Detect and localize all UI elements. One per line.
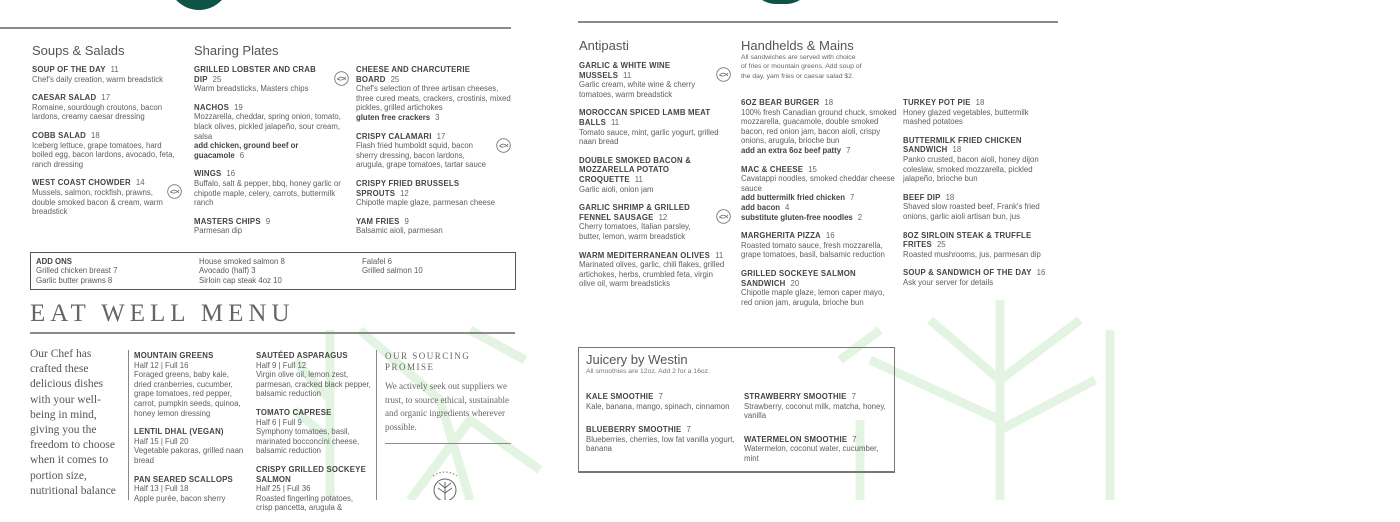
item-name-line	[32, 65, 182, 75]
item-description: Foraged greens, baby kale, dried cranberries, cucumber, grape tomatoes, red pepper, carrot, pumpkin seeds, quinoa, honey lemon dressing	[134, 370, 241, 418]
item-description: Buffalo, salt & pepper, bbq, honey garlic or chipotle maple, celery, carrots, buttermilk ranch	[194, 178, 341, 208]
item-name: SOUP OF THE DAY	[32, 65, 106, 74]
item-name: SOUP & SANDWICH OF THE DAY	[903, 268, 1032, 278]
menu-item	[356, 179, 511, 208]
item-name-line	[356, 65, 511, 84]
item-name: MAC & CHEESE	[741, 164, 804, 174]
add-on-item: Avocado (half) 3	[199, 266, 256, 276]
add-on-price: 7	[846, 145, 851, 155]
divider	[0, 27, 511, 29]
sustainable-seafood-icon	[496, 138, 511, 153]
antipasti-column	[579, 61, 731, 298]
item-name-line	[32, 178, 164, 188]
item-name: MASTERS CHIPS	[194, 216, 261, 226]
item-add-on	[194, 141, 349, 160]
item-name-line	[741, 269, 897, 288]
item-description: Watermelon, coconut water, cucumber, mint	[744, 444, 879, 463]
item-portions: Half 15 | Full 20	[134, 436, 189, 446]
item-portions: Half 12 | Full 16	[134, 360, 189, 370]
menu-item	[32, 93, 182, 122]
item-name: CRISPY CALAMARI	[356, 131, 432, 141]
divider	[376, 350, 377, 500]
item-portions: Half 6 | Full 9	[256, 417, 302, 427]
item-price: 19	[234, 102, 243, 112]
item-description: Marinated olives, garlic, chili flakes, grilled artichokes, herbs, crumbled feta, virgin olive oil, warm breadsticks	[579, 260, 725, 289]
item-name: MOROCCAN SPICED LAMB MEAT BALLS	[579, 108, 711, 127]
add-on-price: 6	[239, 150, 245, 160]
item-description: Parmesan dip	[194, 226, 243, 236]
menu-item	[903, 268, 1058, 287]
divider	[385, 443, 511, 444]
item-description: Strawberry, coconut milk, matcha, honey, vanilla	[744, 401, 886, 421]
menu-item	[256, 351, 371, 399]
item-price: 16	[825, 231, 835, 241]
juicery-box	[578, 347, 895, 473]
item-name: YAM FRIES	[356, 216, 400, 226]
add-on-label: add an extra 6oz beef patty	[741, 145, 842, 155]
item-name: LENTIL DHAL (VEGAN)	[134, 427, 224, 437]
sustainable-seafood-icon	[716, 67, 731, 82]
item-portions: Half 25 | Full 36	[256, 484, 311, 494]
item-name-line	[32, 93, 182, 103]
menu-item	[194, 169, 349, 207]
item-name: BUTTERMILK FRIED CHICKEN SANDWICH	[903, 135, 1022, 155]
item-name: CAESAR SALAD	[32, 93, 97, 103]
sustainable-seafood-icon	[716, 209, 731, 224]
item-name: WATERMELON SMOOTHIE	[744, 434, 848, 444]
item-name: GRILLED LOBSTER AND CRAB DIP	[194, 65, 316, 84]
juicery-note: All smoothies are 12oz. Add 2 for a 16oz.	[586, 368, 710, 375]
menu-item	[903, 193, 1058, 222]
menu-item	[586, 392, 736, 411]
sourcing-title: OUR SOURCING PROMISE	[385, 351, 471, 372]
item-name-line	[134, 427, 246, 437]
menu-item	[741, 231, 897, 260]
item-description: Chef's daily creation, warm breadstick	[32, 74, 164, 84]
handhelds-column-2	[903, 98, 1058, 297]
item-name-line	[194, 217, 349, 227]
add-ons-title: ADD ONS	[36, 257, 72, 266]
add-on-price: 2	[857, 212, 863, 222]
eat-well-title: EAT WELL MENU	[30, 300, 295, 327]
add-on-item: Falafel 6	[362, 257, 392, 266]
juicery-column-1	[586, 392, 736, 468]
add-on-item: Sirloin cap steak 4oz 10	[199, 275, 282, 285]
add-on-label: add chicken, ground beef or guacamole	[194, 141, 299, 160]
item-name: GARLIC & WHITE WINE MUSSELS	[579, 61, 671, 80]
add-on-item: Garlic butter prawns 8	[36, 275, 113, 285]
menu-item	[579, 108, 731, 146]
item-name-line	[194, 103, 349, 113]
item-price: 14	[135, 178, 145, 188]
item-description: Virgin olive oil, lemon zest, parmesan, cracked black pepper, balsamic reduction	[256, 370, 371, 399]
item-description: Garlic cream, white wine & cherry tomatoes, warm breadstick	[579, 80, 696, 99]
item-price: 11	[715, 250, 724, 260]
item-add-on	[741, 203, 897, 213]
item-name: STRAWBERRY SMOOTHIE	[744, 392, 847, 401]
item-description: Cherry tomatoes, Italian parsley, butter, lemon, warm breadstick	[579, 222, 691, 241]
item-price: 20	[790, 278, 800, 288]
item-description: Roasted mushrooms, jus, parmesan dip	[903, 249, 1041, 259]
item-price: 16	[1036, 268, 1046, 278]
section-title-handhelds: Handhelds & Mains	[741, 38, 854, 53]
item-description: Roasted fingerling potatoes, crisp pancetta, arugula &	[256, 493, 354, 513]
item-name: DOUBLE SMOKED BACON & MOZZARELLA POTATO CROQUETTE	[579, 155, 692, 184]
item-name: PAN SEARED SCALLOPS	[134, 474, 233, 484]
menu-item	[134, 351, 246, 418]
add-on-price: 3	[435, 112, 440, 122]
item-description: Mozzarella, cheddar, spring onion, tomato, black olives, pickled jalapeño, sour cream, salsa	[194, 112, 341, 141]
item-price: 18	[90, 130, 100, 140]
menu-item	[32, 178, 182, 216]
item-name-line	[903, 136, 1058, 155]
item-price: 12	[400, 188, 409, 198]
item-name-line	[579, 61, 713, 80]
item-name-line	[741, 231, 897, 241]
item-price: 11	[623, 70, 632, 80]
item-add-on	[741, 213, 897, 223]
menu-item	[134, 427, 246, 465]
item-name-line	[741, 98, 897, 108]
item-description: Chef's selection of three artisan cheeses, three cured meats, crackers, crostinis, mixed pickles, grilled artichokes	[356, 84, 511, 113]
add-on-item: Grilled salmon 10	[362, 266, 423, 276]
add-ons-box	[30, 252, 516, 290]
item-description: Iceberg lettuce, grape tomatoes, hard boiled egg, bacon lardons, avocado, feta, ranch dressing	[32, 140, 175, 169]
menu-item	[744, 392, 894, 421]
item-description: Apple purée, bacon sherry	[134, 493, 226, 503]
menu-item	[134, 475, 246, 504]
item-add-on	[356, 113, 511, 123]
item-name-line	[586, 425, 736, 435]
item-price: 7	[658, 392, 663, 401]
handhelds-column-1	[741, 98, 897, 316]
item-description: Kale, banana, mango, spinach, cinnamon	[586, 401, 730, 411]
item-name-line	[32, 131, 182, 141]
item-price: 25	[212, 74, 222, 84]
add-on-label: gluten free crackers	[356, 112, 431, 122]
menu-item	[356, 132, 511, 170]
menu-item	[744, 435, 894, 464]
item-name-line	[256, 408, 371, 418]
item-name-line	[903, 193, 1058, 203]
sustainable-seafood-icon	[167, 184, 182, 199]
item-description: Panko crusted, bacon aioli, honey dijon coleslaw, smoked mozzarella, pickled jalapeño, brioche bun	[903, 154, 1039, 184]
item-name-line	[356, 217, 511, 227]
menu-item	[32, 65, 182, 84]
eat-well-column-2	[256, 351, 371, 522]
eat-well-logo	[425, 466, 465, 500]
item-name-line	[903, 98, 1058, 108]
item-name-line	[903, 231, 1058, 250]
item-name: CHEESE AND CHARCUTERIE BOARD	[356, 65, 471, 84]
item-description: Garlic aioli, onion jam	[579, 184, 654, 194]
item-portions: Half 13 | Full 18	[134, 484, 189, 494]
sharing-column-2	[356, 65, 511, 245]
item-description: Ask your server for details	[903, 277, 994, 287]
section-title-sharing: Sharing Plates	[194, 43, 279, 58]
item-description: Honey glazed vegetables, buttermilk mashed potatoes	[903, 107, 1029, 127]
menu-item	[903, 98, 1058, 127]
menu-item	[903, 231, 1058, 260]
item-name: 6OZ BEAR BURGER	[741, 98, 820, 107]
item-description: Chipotle maple glaze, lemon caper mayo, red onion jam, arugula, brioche bun	[741, 288, 885, 307]
sharing-column-1	[194, 65, 349, 245]
item-description: Shaved slow roasted beef, Frank's fried onions, garlic aioli artisan bun, jus	[903, 202, 1040, 221]
item-name: GARLIC SHRIMP & GRILLED FENNEL SAUSAGE	[579, 203, 691, 222]
item-price: 18	[975, 98, 985, 107]
item-name-line	[194, 169, 349, 179]
menu-item	[586, 425, 736, 454]
menu-item	[579, 203, 731, 241]
item-price: 7	[686, 425, 691, 435]
juicery-column-2	[744, 392, 894, 478]
item-name-line	[903, 268, 1058, 278]
divider	[578, 21, 1058, 23]
item-name: CRISPY GRILLED SOCKEYE SALMON	[256, 464, 366, 484]
handhelds-note: All sandwiches are served with choice of fries or mountain greens. Add soup of the day, yam fries or caesar salad $2.	[741, 54, 862, 80]
item-name: BLUEBERRY SMOOTHIE	[586, 425, 682, 435]
item-name-line	[579, 203, 713, 222]
item-price: 12	[658, 212, 668, 222]
item-add-on	[741, 146, 897, 156]
item-add-on	[741, 193, 897, 203]
menu-item	[194, 65, 349, 94]
item-name-line	[134, 475, 246, 485]
item-description: Chipotle maple glaze, parmesan cheese	[356, 198, 496, 208]
item-name: WARM MEDITERRANEAN OLIVES	[579, 250, 711, 260]
eat-well-intro: Our Chef has crafted these delicious dishes with your well-being in mind, giving you the freedom to choose when it comes to portion size, nutritional balance	[30, 348, 116, 497]
item-name: BEEF DIP	[903, 192, 941, 202]
add-on-label: substitute gluten-free noodles	[741, 212, 853, 222]
sourcing-text: We actively seek out suppliers we trust, to source ethical, sustainable and organic ingredients wherever possible.	[385, 381, 509, 432]
item-name-line	[744, 392, 894, 402]
item-name: SAUTÉED ASPARAGUS	[256, 351, 348, 360]
divider	[30, 332, 515, 334]
item-name: TOMATO CAPRESE	[256, 407, 332, 417]
item-price: 25	[936, 240, 946, 250]
item-name-line	[134, 351, 246, 361]
item-name-line	[256, 351, 371, 361]
item-name-line	[744, 435, 894, 445]
item-description: 100% fresh Canadian ground chuck, smoked mozzarella, guacamole, double smoked bacon, red onion jam, bacon aioli, crispy onions, arugula, brioche bun	[741, 107, 897, 146]
item-price: 18	[945, 192, 955, 202]
item-price: 16	[226, 169, 236, 179]
item-price: 9	[404, 216, 409, 226]
menu-item	[256, 408, 371, 456]
section-title-antipasti: Antipasti	[579, 38, 629, 53]
menu-item	[741, 98, 897, 156]
item-name-line	[579, 108, 731, 127]
item-name-line	[194, 65, 331, 84]
item-name: GRILLED SOCKEYE SALMON SANDWICH	[741, 268, 856, 288]
item-name: COBB SALAD	[32, 130, 86, 140]
menu-item	[194, 217, 349, 236]
section-title-soups: Soups & Salads	[32, 43, 125, 58]
divider	[128, 350, 129, 500]
item-name: WINGS	[194, 169, 222, 179]
item-description: Roasted tomato sauce, fresh mozzarella, grape tomatoes, basil, balsamic reduction	[741, 240, 885, 260]
item-description: Blueberries, cherries, low fat vanilla yogurt, banana	[586, 434, 735, 454]
item-name-line	[256, 465, 371, 484]
item-price: 11	[611, 117, 620, 127]
menu-item	[194, 103, 349, 161]
item-name-line	[356, 132, 493, 142]
menu-item	[356, 217, 511, 236]
item-name: 8OZ SIRLOIN STEAK & TRUFFLE FRITES	[903, 230, 1032, 250]
menu-item	[579, 61, 731, 99]
add-on-item: House smoked salmon 8	[199, 257, 285, 266]
item-name-line	[579, 251, 731, 261]
menu-item	[741, 165, 897, 223]
item-name-line	[741, 165, 897, 175]
item-price: 17	[436, 131, 446, 141]
item-description: Tomato sauce, mint, garlic yogurt, grilled naan bread	[579, 127, 719, 147]
item-price: 7	[852, 434, 857, 444]
item-price: 25	[390, 74, 400, 84]
item-name-line	[586, 392, 736, 402]
item-name: NACHOS	[194, 102, 229, 112]
soups-column	[32, 65, 182, 226]
item-price: 15	[808, 164, 817, 174]
item-description: Symphony tomatoes, basil, marinated bocconcini cheese, balsamic reduction	[256, 427, 360, 456]
item-price: 18	[952, 145, 962, 155]
add-on-label: add bacon	[741, 202, 780, 212]
menu-item	[579, 251, 731, 289]
item-description: Warm breadsticks, Masters chips	[194, 84, 309, 94]
menu-item	[356, 65, 511, 123]
item-description: Romaine, sourdough croutons, bacon lardons, creamy caesar dressing	[32, 102, 163, 122]
menu-item	[32, 131, 182, 169]
item-price: 17	[101, 93, 111, 103]
item-description: Balsamic aioli, parmesan	[356, 226, 443, 236]
item-name: TURKEY POT PIE	[903, 98, 971, 107]
item-description: Vegetable pakoras, grilled naan bread	[134, 446, 244, 465]
add-on-item: Grilled chicken breast 7	[36, 266, 118, 276]
menu-item	[579, 156, 731, 194]
item-name: CRISPY FRIED BRUSSELS SPROUTS	[356, 178, 460, 198]
item-price: 9	[265, 216, 271, 226]
menu-item	[903, 136, 1058, 184]
item-name: MOUNTAIN GREENS	[134, 351, 214, 360]
item-portions: Half 9 | Full 12	[256, 360, 307, 370]
add-on-label: add buttermilk fried chicken	[741, 193, 845, 203]
add-on-price: 7	[849, 193, 855, 203]
item-description: Cavatappi noodles, smoked cheddar cheese sauce	[741, 174, 895, 193]
item-description: Flash fried humboldt squid, bacon sherry dressing, bacon lardons, arugula, grape tomatoes, tartar sauce	[356, 141, 487, 170]
add-on-price: 4	[785, 202, 790, 212]
item-price: 11	[110, 65, 119, 74]
item-price: 18	[824, 98, 834, 107]
item-name: KALE SMOOTHIE	[586, 392, 654, 401]
item-name-line	[579, 156, 731, 185]
item-price: 11	[634, 174, 643, 184]
item-name: WEST COAST CHOWDER	[32, 178, 131, 188]
menu-item	[256, 465, 371, 513]
item-name-line	[356, 179, 511, 198]
juicery-title: Juicery by Westin	[586, 352, 688, 367]
item-description: Mussels, salmon, rockfish, prawns, double smoked bacon & cream, warm breadstick	[32, 187, 163, 217]
sustainable-seafood-icon	[334, 71, 349, 86]
item-name: MARGHERITA PIZZA	[741, 231, 821, 241]
menu-item	[741, 269, 897, 307]
item-price: 7	[851, 392, 856, 401]
eat-well-column-1	[134, 351, 246, 512]
